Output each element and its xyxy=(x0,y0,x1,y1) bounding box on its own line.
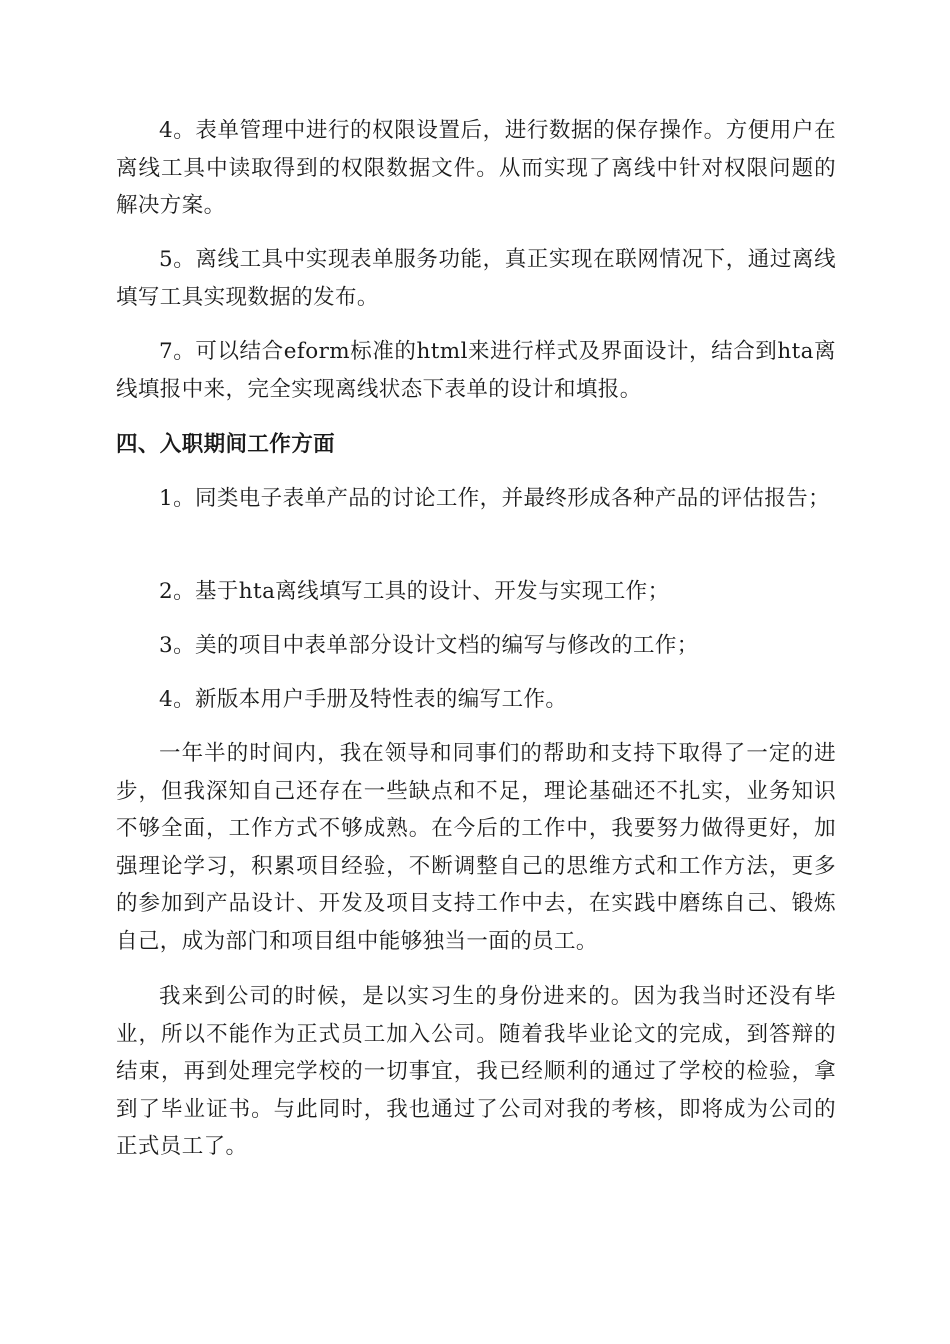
section-heading: 四、入职期间工作方面 xyxy=(116,432,336,457)
paragraph-internship-background: 我来到公司的时候，是以实习生的身份进来的。因为我当时还没有毕业，所以不能作为正式员工加入公司。随着我毕业论文的完成，到答辩的结束，再到处理完学校的一切事宜，我已经顺利的通过了学校的检验，拿到了毕业证书。与此同时，我也通过了公司对我的考核，即将成为公司的正式员工了。 xyxy=(116,984,836,1159)
work-item-2: 2。基于hta离线填写工具的设计、开发与实现工作； xyxy=(159,579,670,604)
paragraph-permission-settings: 4。表单管理中进行的权限设置后，进行数据的保存操作。方便用户在离线工具中读取得到的权限数据文件。从而实现了离线中针对权限问题的解决方案。 xyxy=(116,118,836,218)
paragraph-progress-summary: 一年半的时间内，我在领导和同事们的帮助和支持下取得了一定的进步，但我深知自己还存在一些缺点和不足，理论基础还不扎实，业务知识不够全面，工作方式不够成熟。在今后的工作中，我要努力做得更好，加强理论学习，积累项目经验，不断调整自己的思维方式和工作方法，更多的参加到产品设计、开发及项目支持工作中去，在实践中磨练自己、锻炼自己，成为部门和项目组中能够独当一面的员工。 xyxy=(116,741,836,954)
paragraph-eform-hta-design: 7。可以结合eform标准的html来进行样式及界面设计，结合到hta离线填报中来，完全实现离线状态下表单的设计和填报。 xyxy=(116,339,836,402)
work-item-1: 1。同类电子表单产品的讨论工作，并最终形成各种产品的评估报告； xyxy=(159,486,831,511)
work-item-4: 4。新版本用户手册及特性表的编写工作。 xyxy=(159,687,568,712)
paragraph-offline-form-service: 5。离线工具中实现表单服务功能，真正实现在联网情况下，通过离线填写工具实现数据的发布。 xyxy=(116,247,836,310)
work-item-3: 3。美的项目中表单部分设计文档的编写与修改的工作； xyxy=(159,633,699,658)
